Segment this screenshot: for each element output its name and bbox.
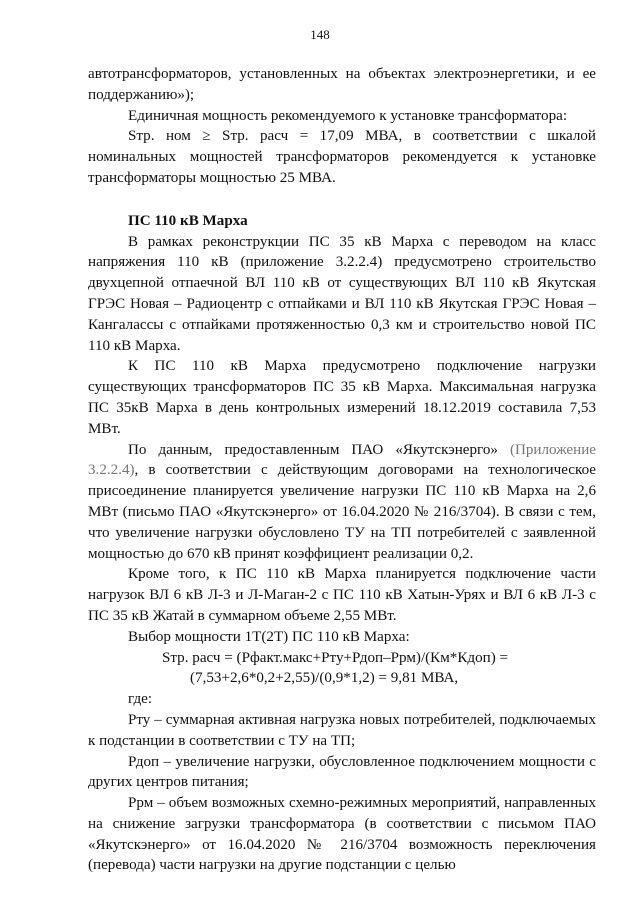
paragraph-yakutskenergo-data [88, 440, 596, 565]
paragraph-power-selection: Выбор мощности 1Т(2Т) ПС 110 кВ Марха: [128, 628, 410, 645]
where-label: где: [128, 691, 153, 708]
definition-rdop: Рдоп – увеличение нагрузки, обусловленное подключением мощности с других центров питания; [88, 753, 596, 791]
paragraph-continuation: автотрансформаторов, установленных на объектах электроэнергетики, и ее поддержанию»); [88, 66, 596, 103]
section-heading: ПС 110 кВ Марха [128, 212, 248, 229]
appendix-reference: (Приложение 3.2.2.4) [88, 441, 596, 479]
formula-line-2: (7,53+2,6*0,2+2,55)/(0,9*1,2) = 9,81 МВА, [190, 670, 459, 687]
definition-rrm: Ррм – объем возможных схемно-режимных мероприятий, направленных на снижение загрузки трансформатора (в соответствии с письмом ПАО «Якутскэнерго» от 16.04.2020 № 216/3704 возможность переключения (перевода) части нагрузки на другие подстанции с целью [88, 795, 596, 874]
paragraph-rated-power: Sтр. ном ≥ Sтр. расч = 17,09 МВА, в соответствии с шкалой номинальных мощностей трансформаторов рекомендуется к установке трансформаторы мощностью 25 МВА. [88, 128, 596, 186]
paragraph-load-connection: К ПС 110 кВ Марха предусмотрено подключение нагрузки существующих трансформаторов ПС 35 кВ Марха. Максимальная нагрузка ПС 35кВ Марха в день контрольных измерений 18.12.2019 составила 7,53 МВт. [88, 358, 596, 437]
paragraph-reconstruction: В рамках реконструкции ПС 35 кВ Марха с переводом на класс напряжения 110 кВ (приложение 3.2.2.4) предусмотрено строительство двухцепной отпаечной ВЛ 110 кВ от существующих ВЛ 110 кВ Якутская ГРЭС Новая – Радиоцентр с отпайками и ВЛ 110 кВ Якутская ГРЭС Новая – Кангалассы с отпайками протяженностью 0,3 км и строительство новой ПС 110 кВ Марха. [88, 233, 596, 354]
text-segment: , в соответствии с действующим договорами на технологическое присоединение планируется увеличение нагрузки ПС 110 кВ Марха на 2,6 МВт (письмо ПАО «Якутскэнерго» от 16.04.2020 № 216/3704). В связи с тем, что увеличение нагрузки обусловлено ТУ на ТП потребителей с заявленной мощностью до 670 кВ принят коэффициент реализации 0,2. [88, 462, 596, 562]
text-segment: По данным, предоставленным ПАО «Якутскэнерго» [128, 441, 510, 458]
paragraph-unit-power: Единичная мощность рекомендуемого к установке трансформатора: [128, 107, 568, 124]
paragraph-additional-load: Кроме того, к ПС 110 кВ Марха планируется подключение части нагрузок ВЛ 6 кВ Л-3 и Л-Маган-2 с ПС 110 кВ Хатын-Урях и ВЛ 6 кВ Л-3 с ПС 35 кВ Жатай в суммарном объеме 2,55 МВт. [88, 566, 596, 624]
formula-line-1: Sтр. расч = (Рфакт.макс+Рту+Рдоп–Ррм)/(Км*Кдоп) = [162, 649, 509, 666]
document-body [88, 64, 596, 876]
page-number: 148 [310, 27, 330, 42]
definition-rtu: Рту – суммарная активная нагрузка новых потребителей, подключаемых к подстанции в соответствии с ТУ на ТП; [88, 711, 596, 749]
